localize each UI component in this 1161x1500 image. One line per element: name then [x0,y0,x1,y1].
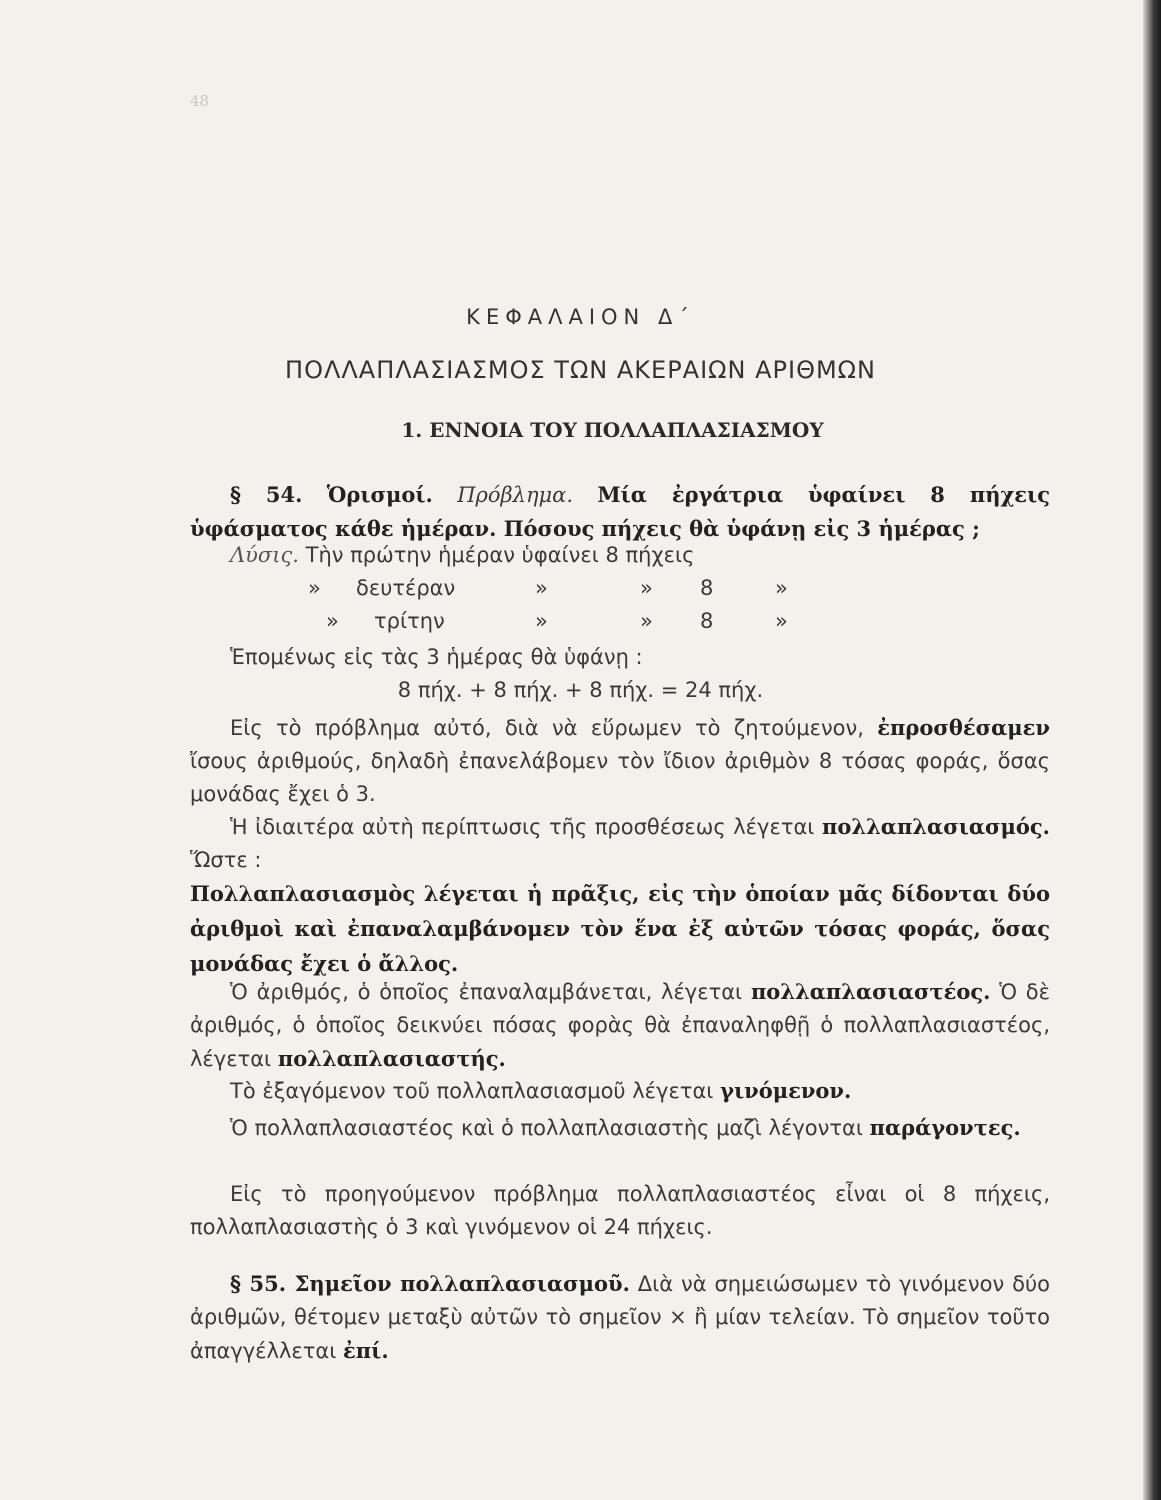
paragraph-3-part-a: Ὁ ἀριθμός, ὁ ὁποῖος ἐπαναλαμβάνεται, λέγεται [230,980,743,1004]
paragraph-4 [190,1074,1050,1108]
section-54-problem [190,478,1050,546]
chapter-title: ΠΟΛΛΑΠΛΑΣΙΑΣΜΟΣ ΤΩΝ ΑΚΕΡΑΙΩΝ ΑΡΙΘΜΩΝ [285,356,876,384]
paragraph-3-bold-2: πολλαπλασιαστής. [277,1046,506,1071]
solution-row-3-ditto2: » [640,609,653,633]
solution-row-1 [230,543,694,567]
paragraph-4-bold: γινόμενον. [720,1078,852,1103]
solution-row-2-value: 8 [700,576,714,600]
solution-row-3-ditto3: » [775,609,788,633]
solution-row-3-day: τρίτην [374,609,445,633]
solution-therefore: Ἑπομένως εἰς τὰς 3 ἡμέρας θὰ ὑφάνῃ : [230,645,643,669]
paragraph-3 [190,975,1050,1076]
paragraph-2-part-c: Ὥστε : [190,848,262,872]
paragraph-1-part-a: Εἰς τὸ πρόβλημα αὐτό, διὰ νὰ εὕρωμεν τὸ ζητούμενον, [230,716,864,740]
ditto-mark: » [326,609,339,633]
page-number: 48 [190,92,210,110]
section-55-heading: § 55. Σημεῖον πολλαπλασιασμοῦ. [230,1271,630,1296]
paragraph-6: Εἰς τὸ προηγούμενον πρόβλημα πολλαπλασιαστέος εἶναι οἱ 8 πήχεις, πολλαπλασιαστὴς ὁ 3 καὶ γινόμενον οἱ 24 πήχεις. [190,1182,1050,1239]
paragraph-5 [190,1111,1050,1145]
solution-row-2 [308,576,321,600]
problem-label: Πρόβλημα. [457,483,574,507]
paragraph-3-bold-1: πολλαπλασιαστέος. [750,979,991,1004]
paragraph-1-part-c: ἴσους ἀριθμούς, δηλαδὴ ἐπανελάβομεν τὸν ἴδιον ἀριθμὸν 8 τόσας φοράς, ὅσας μονάδας ἔχει ὁ 3. [190,749,1050,806]
paragraph-2-part-a: Ἡ ἰδιαιτέρα αὐτὴ περίπτωσις τῆς προσθέσεως λέγεται [230,815,815,839]
chapter-heading: ΚΕΦΑΛΑΙΟΝ Δ΄ [466,305,695,329]
solution-row-3-ditto1: » [535,609,548,633]
paragraph-4-part-a: Τὸ ἐξαγόμενον τοῦ πολλαπλασιασμοῦ λέγεται [230,1079,714,1103]
ditto-mark: » [308,576,321,600]
paragraph-2 [190,810,1050,877]
solution-row-3-value: 8 [700,609,714,633]
page-edge-shadow [1143,0,1161,1500]
section-55-bold: ἐπί. [343,1338,389,1363]
paragraph-2-bold: πολλαπλασιασμός. [821,814,1050,839]
section-subtitle: 1. ΕΝΝΟΙΑ ΤΟΥ ΠΟΛΛΑΠΛΑΣΙΑΣΜΟΥ [401,418,824,442]
problem-text: Μία ἐργάτρια ὑφαίνει 8 πήχεις ὑφάσματος κάθε ἡμέραν. Πόσους πήχεις θὰ ὑφάνῃ εἰς 3 ἡμέρας ; [190,482,1051,541]
section-55 [190,1267,1050,1368]
solution-row-2-ditto3: » [775,576,788,600]
paragraph-1-bold: ἐπροσθέσαμεν [877,715,1050,740]
section-54-number: § 54. [230,482,303,507]
solution-row-3 [326,609,339,633]
solution-row-2-day: δευτέραν [356,576,456,600]
paragraph-1 [190,711,1050,811]
solution-label: Λύσις. [230,543,299,567]
solution-equation: 8 πήχ. + 8 πήχ. + 8 πήχ. = 24 πήχ. [397,678,764,702]
paragraph-5-bold: παράγοντες. [869,1115,1021,1140]
paragraph-3-part-c: Ὁ δὲ ἀριθμός, ὁ ὁποῖος δεικνύει πόσας φορὰς θὰ ἐπαναληφθῇ ὁ πολλαπλασιαστέος, λέγεται [190,980,1050,1071]
section-54-heading: Ὁρισμοί. [326,482,433,507]
solution-row-2-ditto1: » [535,576,548,600]
section-55-text: Διὰ νὰ σημειώσωμεν τὸ γινόμενον δύο ἀριθμῶν, θέτομεν μεταξὺ αὐτῶν τὸ σημεῖον × ἢ μίαν τελείαν. Τὸ σημεῖον τοῦτο ἀπαγγέλλεται [190,1272,1050,1363]
solution-row-2-ditto2: » [640,576,653,600]
solution-row-1-text: Τὴν πρώτην ἡμέραν ὑφαίνει 8 πήχεις [305,543,695,567]
paragraph-5-part-a: Ὁ πολλαπλασιαστέος καὶ ὁ πολλαπλασιαστὴς μαζὶ λέγονται [230,1116,863,1140]
definition: Πολλαπλασιασμὸς λέγεται ἡ πρᾶξις, εἰς τὴν ὁποίαν μᾶς δίδονται δύο ἀριθμοὶ καὶ ἐπαναλαμβάνομεν τὸν ἕνα ἐξ αὐτῶν τόσας φοράς, ὅσας μονάδας ἔχει ὁ ἄλλος. [190,881,1050,976]
